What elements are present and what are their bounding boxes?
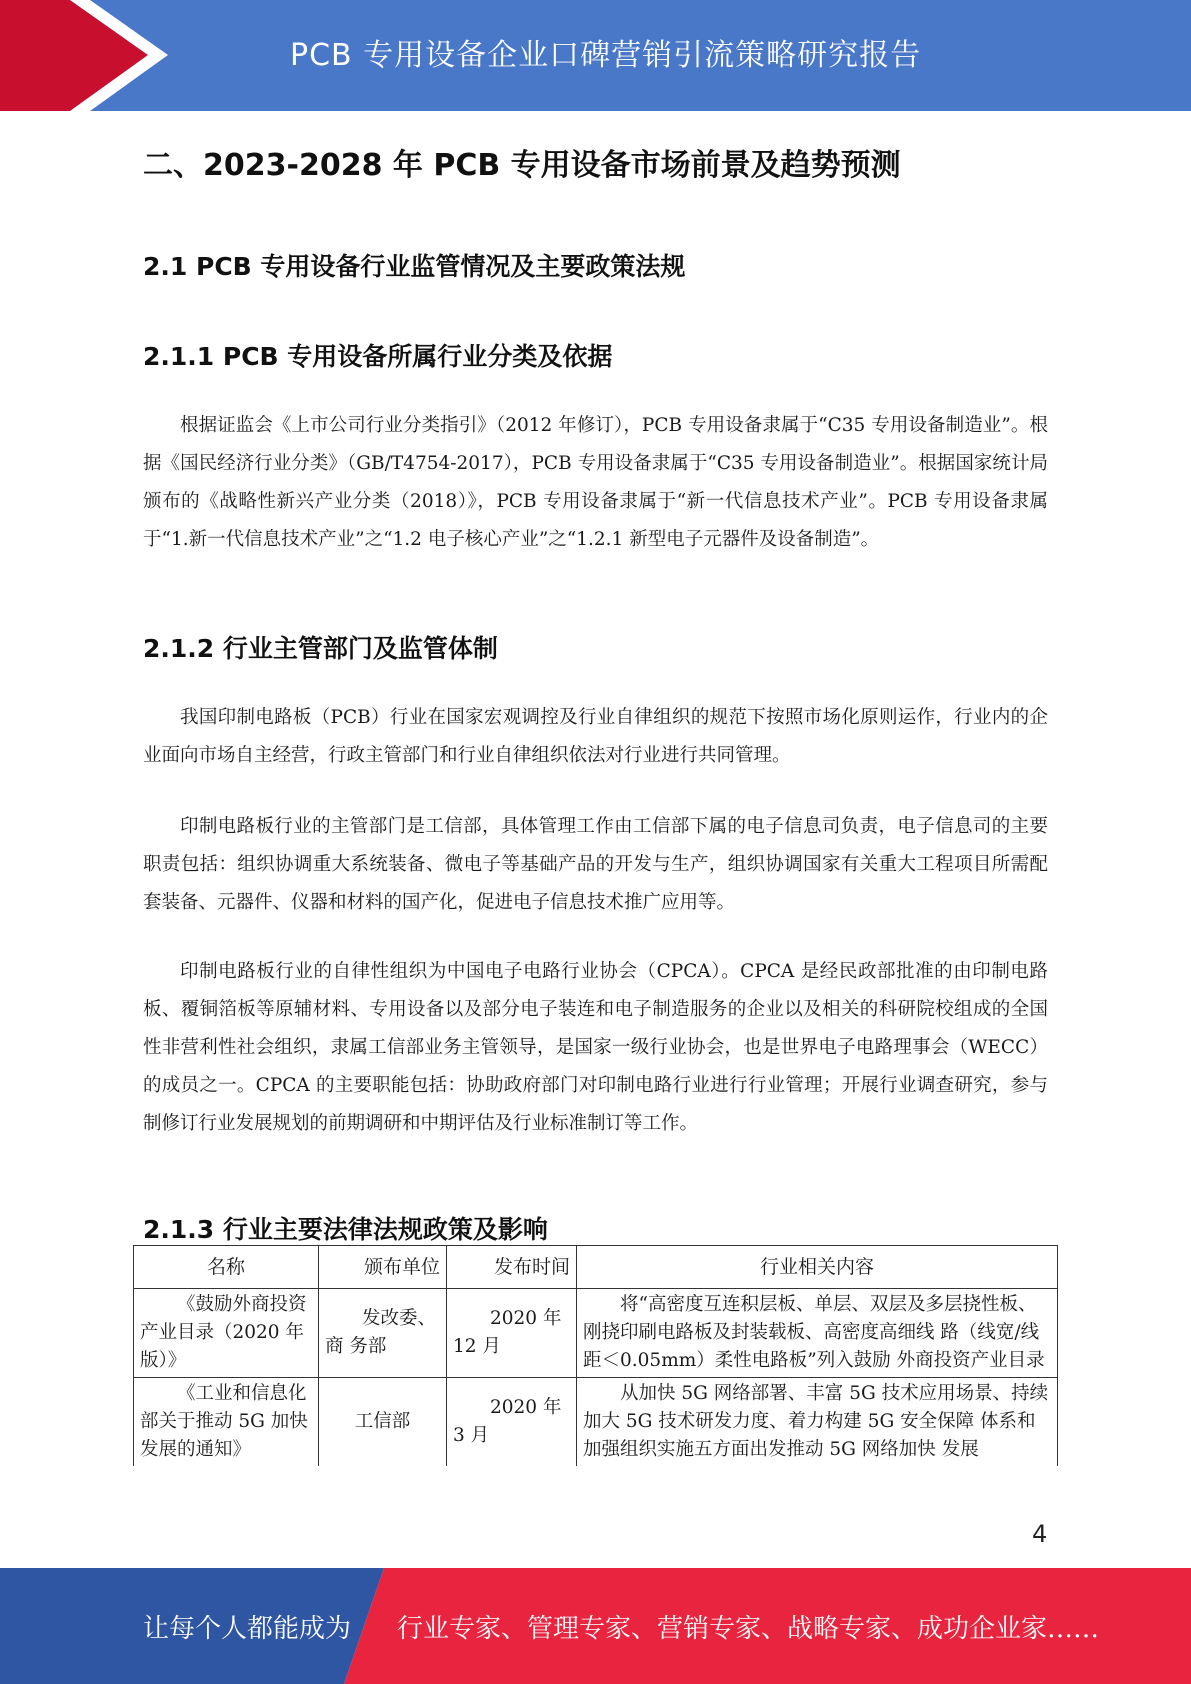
table-row [134,1289,1058,1378]
column-header-issuer: 颁布单位 [319,1246,447,1289]
subsubsection-heading: 2.1.2 行业主管部门及监管体制 [143,634,498,663]
date-cell: 2020 年 3 月 [447,1378,577,1467]
paragraph: 印制电路板行业的自律性组织为中国电子电路行业协会（CPCA）。CPCA 是经民政部批准的由印制电路板、覆铜箔板等原辅材料、专用设备以及部分电子装连和电子制造服务的企业以及相关的科研院校组成的全国性非营利性社会组织，隶属工信部业务主管领导，是国家一级行业协会，也是世界电子电路理事会（WECC）的成员之一。CPCA 的主要职能包括：协助政府部门对印制电路行业进行行业管理；开展行业调查研究，参与制修订行业发展规划的前期调研和中期评估及行业标准制订等工作。 [143,961,1048,1134]
column-header-content: 行业相关内容 [577,1246,1058,1289]
page-number: 4 [1032,1520,1048,1548]
content-cell: 从加快 5G 网络部署、丰富 5G 技术应用场景、持续加大 5G 技术研发力度、着力构建 5G 安全保障 体系和加强组织实施五方面出发推动 5G 网络加快 发展 [577,1378,1058,1467]
paragraph: 我国印制电路板（PCB）行业在国家宏观调控及行业自律组织的规范下按照市场化原则运作，行业内的企业面向市场自主经营，行政主管部门和行业自律组织依法对行业进行共同管理。 [143,707,1048,766]
column-header-name: 名称 [134,1246,319,1289]
subsubsection-heading: 2.1.3 行业主要法律法规政策及影响 [143,1215,548,1244]
page-header [0,0,1191,111]
content-cell: 将“高密度互连积层板、单层、双层及多层挠性板、刚挠印刷电路板及封装载板、高密度高细线 路（线宽/线距＜0.05mm）柔性电路板”列入鼓励 外商投资产业目录 [577,1289,1058,1378]
paragraph: 印制电路板行业的主管部门是工信部，具体管理工作由工信部下属的电子信息司负责，电子信息司的主要职责包括：组织协调重大系统装备、微电子等基础产品的开发与生产，组织协调国家有关重大工程项目所需配套装备、元器件、仪器和材料的国产化，促进电子信息技术推广应用等。 [143,816,1048,913]
issuer-cell: 发改委、商 务部 [319,1289,447,1378]
footer-slogan-right: 行业专家、管理专家、营销专家、战略专家、成功企业家…… [397,1614,1100,1644]
paragraph: 根据证监会《上市公司行业分类指引》（2012 年修订），PCB 专用设备隶属于“C35 专用设备制造业”。根据《国民经济行业分类》（GB/T4754-2017），PCB 专用设备隶属于“C35 专用设备制造业”。根据国家统计局颁布的《战略性新兴产业分类（2018）》，PCB 专用设备隶属于“新一代信息技术产业”。PCB 专用设备隶属于“1.新一代信息技术产业”之“1.2 电子核心产业”之“1.2.1 新型电子元器件及设备制造”。 [143,415,1048,550]
page-footer [0,1568,1191,1684]
policy-name-cell: 《鼓励外商投资产业目录（2020 年版）》 [134,1289,319,1378]
subsection-heading: 2.1 PCB 专用设备行业监管情况及主要政策法规 [143,252,686,281]
date-cell: 2020 年 12 月 [447,1289,577,1378]
subsubsection-heading: 2.1.1 PCB 专用设备所属行业分类及依据 [143,342,613,371]
table-row [134,1378,1058,1467]
policy-name-cell: 《工业和信息化部关于推动 5G 加快发展的通知》 [134,1378,319,1467]
column-header-date: 发布时间 [447,1246,577,1289]
report-title: PCB 专用设备企业口碑营销引流策略研究报告 [290,38,922,73]
issuer-cell: 工信部 [319,1378,447,1467]
footer-slogan-left: 让每个人都能成为 [143,1614,352,1644]
section-heading: 二、2023-2028 年 PCB 专用设备市场前景及趋势预测 [143,148,901,183]
table-header-row [134,1246,1058,1289]
policy-table [133,1245,1058,1466]
